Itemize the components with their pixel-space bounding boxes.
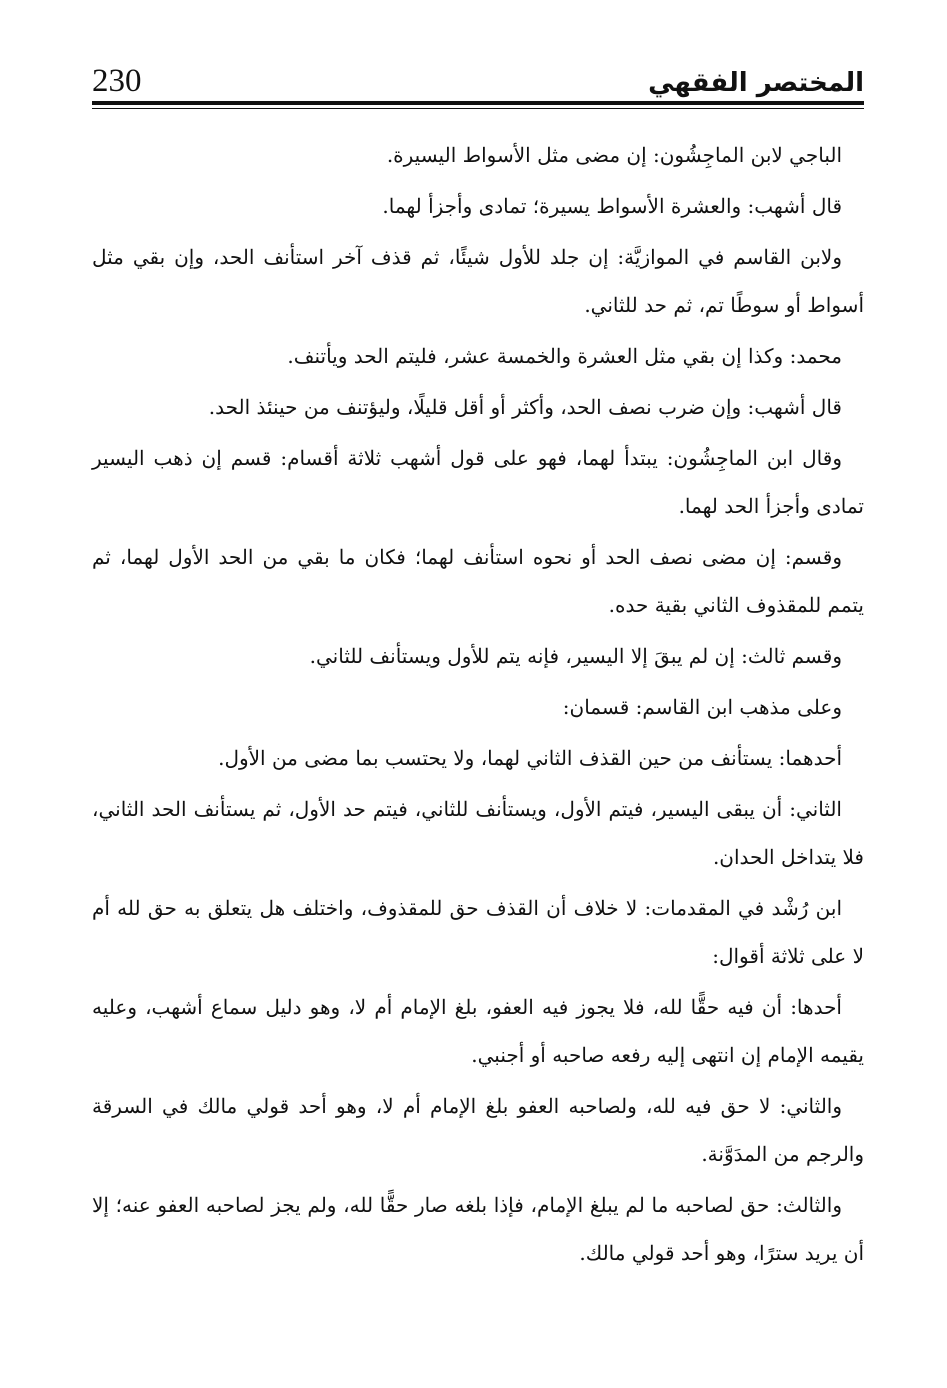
paragraph: أحدهما: يستأنف من حين القذف الثاني لهما، ولا يحتسب بما مضى من الأول.	[218, 746, 842, 770]
paragraph: وقسم ثالث: إن لم يبقَ إلا اليسير، فإنه يتم للأول ويستأنف للثاني.	[309, 644, 842, 668]
paragraph: قال أشهب: والعشرة الأسواط يسيرة؛ تمادى وأجزأ لهما.	[382, 194, 842, 218]
paragraph: والثاني: لا حق فيه لله، ولصاحبه العفو بلغ الإمام أم لا، وهو أحد قولي مالك في السرقة والرجم من المدَوَّنة.	[92, 1094, 864, 1166]
header-rule-thick	[92, 101, 864, 105]
paragraph: وقال ابن الماجِشُون: يبتدأ لهما، فهو على قول أشهب ثلاثة أقسام: قسم إن ذهب اليسير تمادى وأجزأ الحد لهما.	[92, 446, 864, 518]
paragraph: محمد: وكذا إن بقي مثل العشرة والخمسة عشر، فليتم الحد ويأتنف.	[287, 344, 842, 368]
paragraph: ابن رُشْد في المقدمات: لا خلاف أن القذف حق للمقذوف، واختلف هل يتعلق به حق لله أم لا على ثلاثة أقوال:	[92, 896, 864, 968]
page-header	[92, 52, 864, 100]
paragraph: قال أشهب: وإن ضرب نصف الحد، وأكثر أو أقل قليلًا، وليؤتنف من حينئذ الحد.	[208, 395, 842, 419]
header-rule-thin	[92, 108, 864, 109]
body-text	[92, 131, 864, 1280]
paragraph: وقسم: إن مضى نصف الحد أو نحوه استأنف لهما؛ فكان ما بقي من الحد الأول لهما، ثم يتمم للمقذوف الثاني بقية حده.	[92, 545, 864, 617]
running-title: المختصر الفقهي	[648, 68, 864, 98]
paragraph: وعلى مذهب ابن القاسم: قسمان:	[562, 695, 842, 719]
paragraph: أحدها: أن فيه حقًّا لله، فلا يجوز فيه العفو، بلغ الإمام أم لا، وهو دليل سماع أشهب، وعليه يقيمه الإمام إن انتهى إليه رفعه صاحبه أو أجنبي.	[92, 995, 864, 1067]
paragraph: الثاني: أن يبقى اليسير، فيتم الأول، ويستأنف للثاني، فيتم حد الأول، ثم يستأنف الحد الثاني، فلا يتداخل الحدان.	[92, 797, 864, 869]
paragraph: ولابن القاسم في الموازيَّة: إن جلد للأول شيئًا، ثم قذف آخر استأنف الحد، وإن بقي مثل أسواط أو سوطًا تم، ثم حد للثاني.	[92, 245, 864, 317]
book-page	[92, 0, 864, 1388]
paragraph: الباجي لابن الماجِشُون: إن مضى مثل الأسواط اليسيرة.	[386, 143, 842, 167]
page-number: 230	[92, 63, 142, 99]
paragraph: والثالث: حق لصاحبه ما لم يبلغ الإمام، فإذا بلغه صار حقًّا لله، ولم يجز لصاحبه العفو عنه؛ إلا أن يريد سترًا، وهو أحد قولي مالك.	[92, 1193, 864, 1265]
